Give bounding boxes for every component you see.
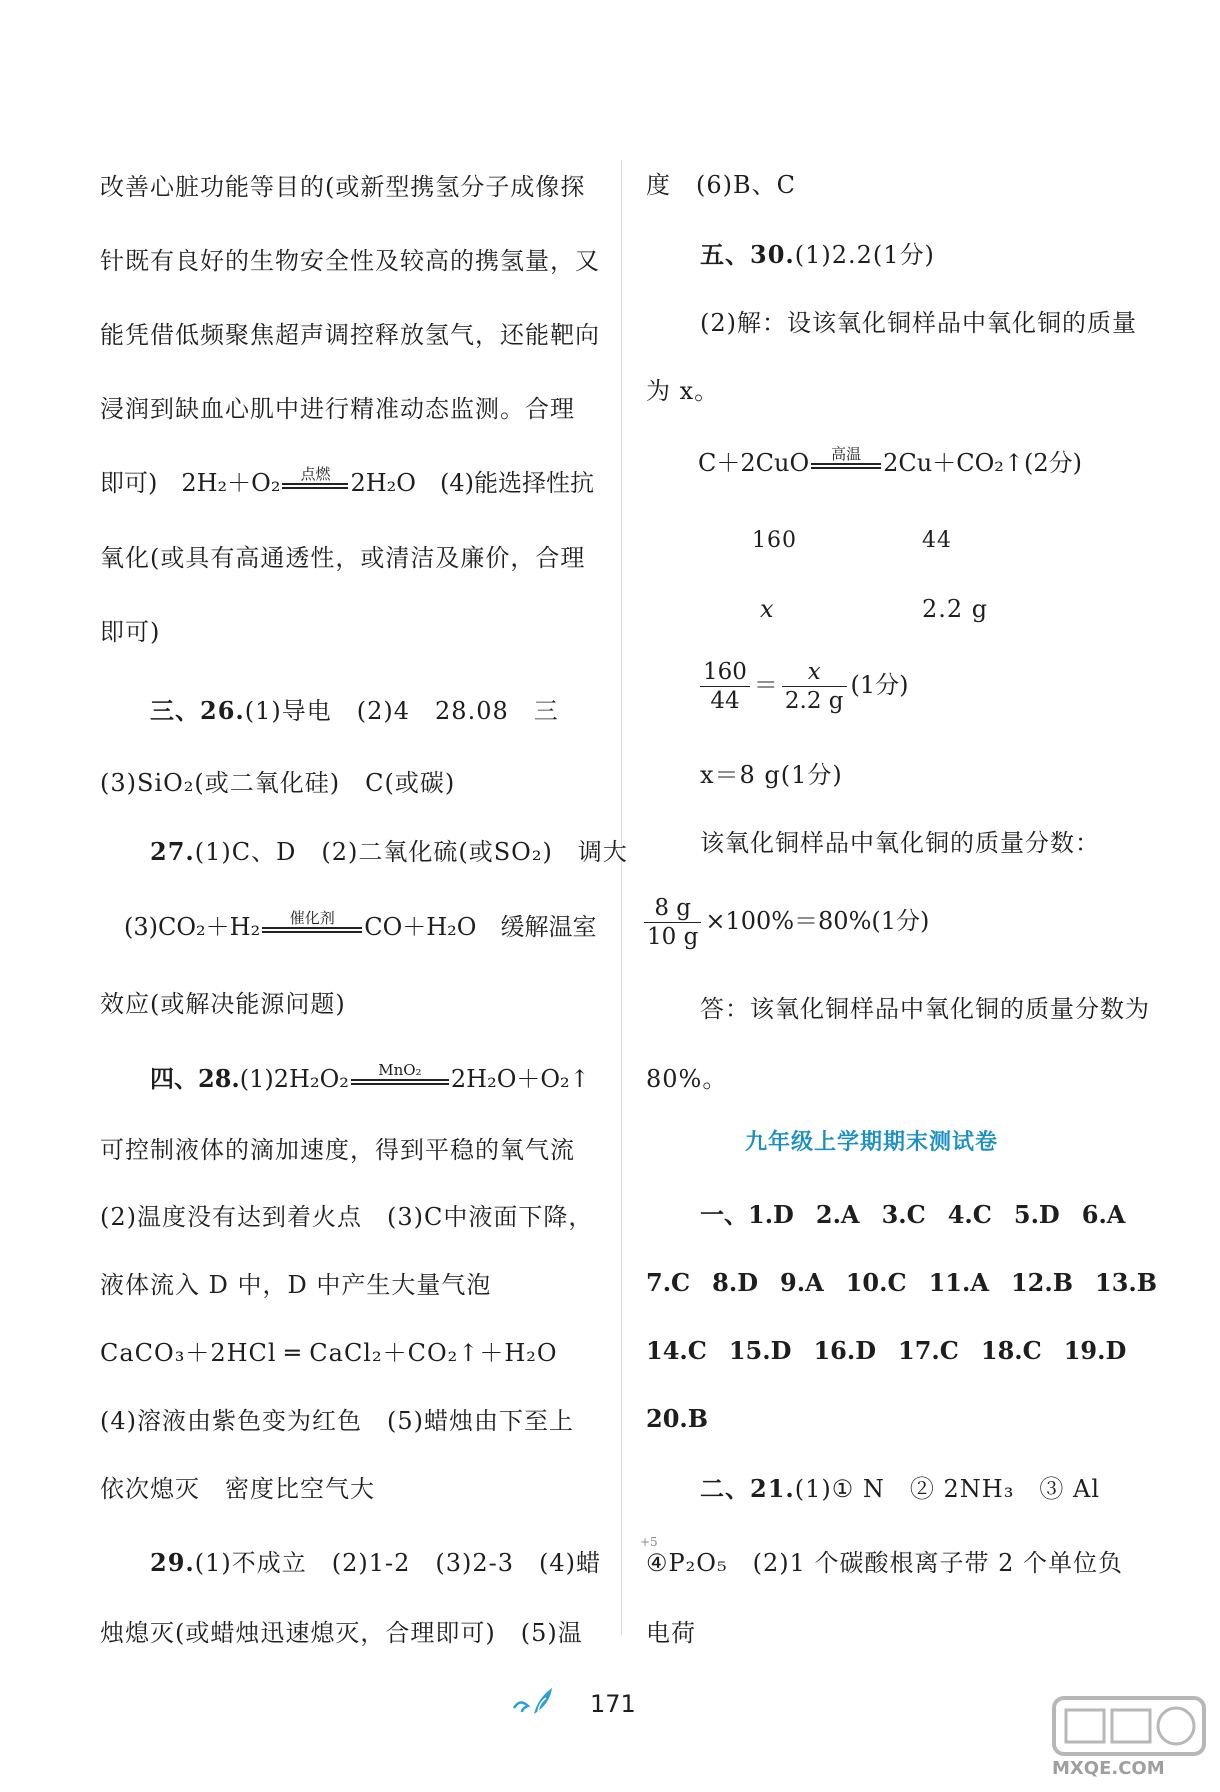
column-divider [621, 160, 622, 1635]
mcq-answer: 17.C [898, 1336, 959, 1365]
mcq-answer: 18.C [980, 1336, 1042, 1365]
solve-line-2: 为 x。 [646, 377, 720, 405]
left-line-5: 氧化(或具有高通透性，或清洁及廉价，合理 [100, 544, 586, 572]
left-line-10: (2)温度没有达到着火点 (3)C中液面下降， [100, 1203, 594, 1231]
fraction-denominator: 10 g [647, 924, 699, 950]
q28-line [150, 1062, 590, 1099]
ratio-unknown-x: x [760, 595, 775, 623]
mcq-answer: 20.B [646, 1404, 709, 1433]
mcq-answer: 16.D [813, 1336, 877, 1365]
ratio-molar-mass-cuo: 160 [752, 528, 797, 553]
mcq-section-lead: 一、 [700, 1200, 748, 1229]
mcq-answer: 15.D [728, 1336, 792, 1365]
fraction-x-2-2g [782, 658, 847, 715]
watermark-text: MXQE.COM [1052, 1758, 1165, 1779]
fraction-denominator: 44 [710, 688, 740, 714]
hydrogen-combustion-equation [100, 466, 594, 503]
co2-hydrogenation-equation [124, 910, 596, 947]
score-note: (1分) [850, 671, 909, 699]
mcq-answer: 1.D [748, 1200, 794, 1229]
eq2-condition: 催化剂 [289, 909, 335, 927]
q21-line [700, 1472, 1100, 1506]
mass-fraction-equation [640, 894, 929, 951]
mcq-answer: 4.C [947, 1200, 992, 1229]
q29-number: 29. [150, 1548, 195, 1577]
mcq-answer: 9.A [780, 1268, 824, 1297]
mcq-answer: 2.A [815, 1200, 860, 1229]
q28-prefix: (1)2H₂O₂ [239, 1065, 349, 1093]
mcq-answer: 14.C [646, 1336, 707, 1365]
mcq-answer: 7.C [646, 1268, 691, 1297]
q26-line [150, 694, 559, 728]
mcq-answer: 5.D [1013, 1200, 1060, 1229]
left-line-15: 烛熄灭(或蜡烛迅速熄灭，合理即可) (5)温 [100, 1619, 583, 1647]
answer-line-1: 答：该氧化铜样品中氧化铜的质量分数为 [700, 995, 1150, 1023]
eq1-prefix: 即可) 2H₂＋O₂ [100, 469, 281, 497]
eq3-prefix: C＋2CuO [698, 449, 810, 477]
x-result: x＝8 g(1分) [700, 761, 843, 789]
mcq-row-1 [700, 1198, 1125, 1232]
ratio-mass-co2: 2.2 g [922, 595, 989, 623]
fraction-8g-10g [644, 894, 701, 951]
ratio-molar-mass-co2: 44 [922, 528, 952, 553]
mcq-row-2 [646, 1266, 1157, 1300]
left-line-6: 即可) [100, 618, 161, 646]
q26-text: (1)导电 (2)4 28.08 三 [244, 697, 559, 725]
mcq-answer: 13.B [1095, 1268, 1158, 1297]
valence-mark: +5 [640, 1535, 658, 1549]
watermark-stamp-icon [1052, 1694, 1212, 1758]
eq2-prefix: (3)CO₂＋H₂ [124, 913, 261, 941]
eq2-suffix: CO＋H₂O 缓解温室 [364, 913, 597, 941]
answer-line-2: 80%。 [646, 1065, 728, 1093]
mcq-answer: 3.C [881, 1200, 926, 1229]
left-line-11: 液体流入 D 中，D 中产生大量气泡 [100, 1271, 492, 1299]
q21-text: (1)① N ② 2NH₃ ③ Al [794, 1475, 1100, 1503]
left-line-14: 依次熄灭 密度比空气大 [100, 1475, 375, 1503]
watermark-logo [1052, 1694, 1212, 1786]
q21-line-2: ④P₂O₅ (2)1 个碳酸根离子带 2 个单位负 [646, 1549, 1124, 1577]
copper-oxide-reduction-equation [698, 446, 1082, 483]
q30-line [700, 238, 935, 272]
mcq-answer: 10.C [845, 1268, 907, 1297]
page-number: 171 [590, 1690, 636, 1718]
left-line-8: 效应(或解决能源问题) [100, 990, 346, 1018]
left-line-2: 针既有良好的生物安全性及较高的携氢量，又 [100, 247, 600, 275]
fraction-numerator: x [782, 658, 847, 687]
eq3-suffix: 2Cu＋CO₂↑(2分) [883, 449, 1082, 477]
q26-number: 三、26. [150, 696, 245, 725]
left-line-12: CaCO₃＋2HCl ═ CaCl₂＋CO₂↑＋H₂O [100, 1339, 558, 1367]
fraction-160-44 [700, 658, 750, 715]
mcq-row-3 [646, 1334, 1126, 1368]
equals-sign: ＝ [753, 671, 778, 699]
reaction-condition-arrow [262, 910, 362, 947]
q29-line [150, 1546, 601, 1580]
mcq-row-4 [646, 1402, 730, 1436]
mcq-answer: 19.D [1063, 1336, 1127, 1365]
left-line-3: 能凭借低频聚焦超声调控释放氢气，还能靶向 [100, 321, 600, 349]
q21-number: 二、21. [700, 1474, 795, 1503]
reaction-condition-arrow [282, 466, 348, 503]
q28-condition: MnO₂ [378, 1061, 422, 1079]
fraction-denominator: 2.2 g [784, 688, 844, 714]
q27-line [150, 835, 628, 869]
left-line-4: 浸润到缺血心肌中进行精准动态监测。合理 [100, 395, 575, 423]
left-line-1: 改善心脏功能等目的(或新型携氢分子成像探 [100, 173, 586, 201]
q29-text: (1)不成立 (2)1-2 (3)2-3 (4)蜡 [194, 1549, 602, 1577]
proportion-equation [696, 658, 909, 715]
q27-text: (1)C、D (2)二氧化硫(或SO₂) 调大 [194, 838, 628, 866]
left-line-7: (3)SiO₂(或二氧化硅) C(或碳) [100, 769, 456, 797]
mcq-answer: 12.B [1010, 1268, 1073, 1297]
solve-line-1: (2)解：设该氧化铜样品中氧化铜的质量 [700, 309, 1137, 337]
mcq-answer: 8.D [712, 1268, 759, 1297]
left-line-13: (4)溶液由紫色变为红色 (5)蜡烛由下至上 [100, 1407, 574, 1435]
reaction-condition-arrow [351, 1062, 449, 1099]
q30-text: (1)2.2(1分) [794, 241, 935, 269]
eq1-suffix: 2H₂O (4)能选择性抗 [350, 469, 594, 497]
fraction-numerator: 160 [700, 658, 750, 687]
eq3-condition: 高温 [831, 445, 862, 463]
mcq-answer: 6.A [1081, 1200, 1126, 1229]
section-title: 九年级上学期期末测试卷 [745, 1130, 999, 1155]
q21-line-3: 电荷 [646, 1619, 696, 1647]
q28-suffix: 2H₂O＋O₂↑ [450, 1065, 590, 1093]
q30-number: 五、30. [700, 240, 795, 269]
mass-fraction-result: ×100%＝80%(1分) [705, 907, 930, 935]
left-line-9: 可控制液体的滴加速度，得到平稳的氧气流 [100, 1136, 575, 1164]
right-line-1: 度 (6)B、C [646, 171, 796, 199]
mass-fraction-intro: 该氧化铜样品中氧化铜的质量分数： [700, 829, 1100, 857]
q28-number: 四、28. [150, 1064, 240, 1093]
eq1-condition: 点燃 [300, 465, 331, 483]
mcq-answer: 11.A [928, 1268, 989, 1297]
q27-number: 27. [150, 837, 195, 866]
fraction-numerator: 8 g [644, 894, 701, 923]
reaction-condition-arrow [811, 446, 881, 483]
leaf-swirl-icon [508, 1684, 556, 1718]
